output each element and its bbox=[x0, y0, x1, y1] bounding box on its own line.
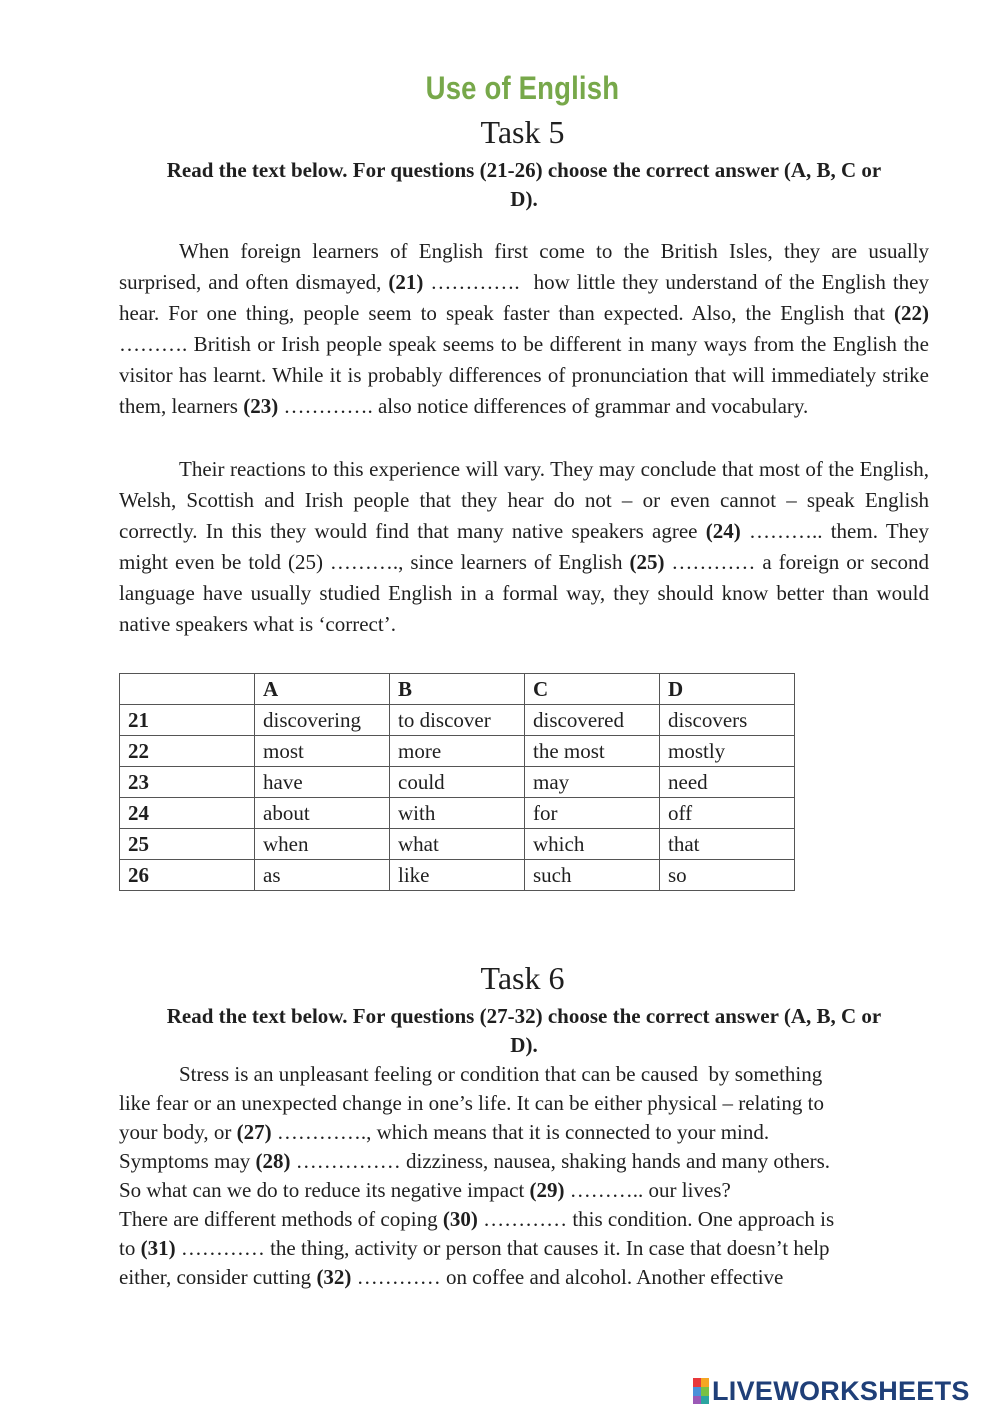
gap-25-label: (25) bbox=[629, 550, 665, 574]
option-d: that bbox=[660, 829, 795, 860]
task5-instruction-line1: Read the text below. For questions (21-26) choose the correct answer (A, B, C or bbox=[166, 158, 882, 182]
option-d: need bbox=[660, 767, 795, 798]
table-row bbox=[120, 798, 795, 829]
option-b: what bbox=[390, 829, 525, 860]
table-row bbox=[120, 736, 795, 767]
option-b: like bbox=[390, 860, 525, 891]
liveworksheets-logo-text: LIVEWORKSHEETS bbox=[712, 1375, 970, 1406]
option-a: when bbox=[255, 829, 390, 860]
gap-22-label: (22) bbox=[894, 301, 929, 325]
table-cell: A bbox=[255, 674, 390, 705]
table-cell: B bbox=[390, 674, 525, 705]
answer-options-table bbox=[119, 673, 795, 891]
table-cell: C bbox=[525, 674, 660, 705]
task5-paragraph-2: Their reactions to this experience will vary. They may conclude that most of the English, Welsh, Scottish and Irish people that they hear do not – or even cannot – speak English correctly. In this they would find that many native speakers agree (24) ……….. them. They might even be told (25) ………., since learners of English (25) ………… a foreign or second language have usually studied English in a formal way, they should know better than would native speakers what is ‘correct’. bbox=[119, 457, 929, 636]
option-d: mostly bbox=[660, 736, 795, 767]
option-c: such bbox=[525, 860, 660, 891]
question-number: 25 bbox=[120, 829, 255, 860]
gap-24-label: (24) bbox=[705, 519, 741, 543]
question-number: 21 bbox=[120, 705, 255, 736]
task5-paragraph-1: When foreign learners of English first come to the British Isles, they are usually surprised, and often dismayed, (21) …………. how little they understand of the English they hear. For one thing, people seem to speak faster than expected. Also, the English that (22) ………. British or Irish people speak seems to be different in many ways from the English the visitor has learnt. While it is probably differences of pronunciation that will immediately strike them, learners (23) …………. also notice differences of grammar and vocabulary. bbox=[119, 239, 929, 418]
text-line: to (31) ………… the thing, activity or person that causes it. In case that doesn’t help bbox=[119, 1236, 830, 1260]
table-row bbox=[120, 860, 795, 891]
text-line: like fear or an unexpected change in one’s life. It can be either physical – relating to bbox=[119, 1091, 824, 1115]
option-b: to discover bbox=[390, 705, 525, 736]
task6-instruction-line1: Read the text below. For questions (27-32) choose the correct answer (A, B, C or bbox=[166, 1004, 882, 1028]
gap-29-label: (29) bbox=[529, 1178, 565, 1202]
text-line: your body, or (27) …………., which means that it is connected to your mind. bbox=[119, 1120, 770, 1144]
gap-30-label: (30) bbox=[442, 1207, 478, 1231]
option-d: so bbox=[660, 860, 795, 891]
option-d: discovers bbox=[660, 705, 795, 736]
question-number: 26 bbox=[120, 860, 255, 891]
gap-27-label: (27) bbox=[236, 1120, 272, 1144]
option-a: have bbox=[255, 767, 390, 798]
option-c: the most bbox=[525, 736, 660, 767]
table-cell bbox=[120, 674, 255, 705]
option-b: more bbox=[390, 736, 525, 767]
option-c: discovered bbox=[525, 705, 660, 736]
option-d: off bbox=[660, 798, 795, 829]
gap-21-label: (21) bbox=[388, 270, 424, 294]
option-c: for bbox=[525, 798, 660, 829]
task5-instruction bbox=[118, 156, 930, 214]
question-number: 24 bbox=[120, 798, 255, 829]
option-b: could bbox=[390, 767, 525, 798]
table-row bbox=[120, 829, 795, 860]
task5-heading: Task 5 bbox=[480, 114, 565, 150]
liveworksheets-logo-icon bbox=[693, 1378, 709, 1404]
gap-32-label: (32) bbox=[316, 1265, 352, 1289]
text-line: There are different methods of coping (30) ………… this condition. One approach is bbox=[119, 1207, 835, 1231]
table-header-row bbox=[120, 674, 795, 705]
option-b: with bbox=[390, 798, 525, 829]
table-cell: D bbox=[660, 674, 795, 705]
option-c: may bbox=[525, 767, 660, 798]
option-a: as bbox=[255, 860, 390, 891]
option-c: which bbox=[525, 829, 660, 860]
option-a: most bbox=[255, 736, 390, 767]
page-title: Use of English bbox=[425, 70, 620, 106]
gap-23-label: (23) bbox=[243, 394, 279, 418]
task6-heading: Task 6 bbox=[480, 960, 565, 996]
table-row bbox=[120, 767, 795, 798]
question-number: 22 bbox=[120, 736, 255, 767]
option-a: discovering bbox=[255, 705, 390, 736]
text-line: either, consider cutting (32) ………… on coffee and alcohol. Another effective bbox=[119, 1265, 784, 1289]
liveworksheets-logo[interactable] bbox=[693, 1376, 970, 1406]
gap-28-label: (28) bbox=[255, 1149, 291, 1173]
option-a: about bbox=[255, 798, 390, 829]
text-line: Symptoms may (28) …………… dizziness, nausea, shaking hands and many others. bbox=[119, 1149, 830, 1173]
task6-paragraph bbox=[119, 1060, 934, 1292]
text-line: Stress is an unpleasant feeling or condition that can be caused by something bbox=[179, 1062, 823, 1086]
task6-instruction bbox=[118, 1002, 930, 1060]
gap-31-label: (31) bbox=[140, 1236, 176, 1260]
text-line: So what can we do to reduce its negative impact (29) ……….. our lives? bbox=[119, 1178, 731, 1202]
table-row bbox=[120, 705, 795, 736]
question-number: 23 bbox=[120, 767, 255, 798]
task5-instruction-line2: D). bbox=[510, 187, 538, 211]
task6-instruction-line2: D). bbox=[510, 1033, 538, 1057]
